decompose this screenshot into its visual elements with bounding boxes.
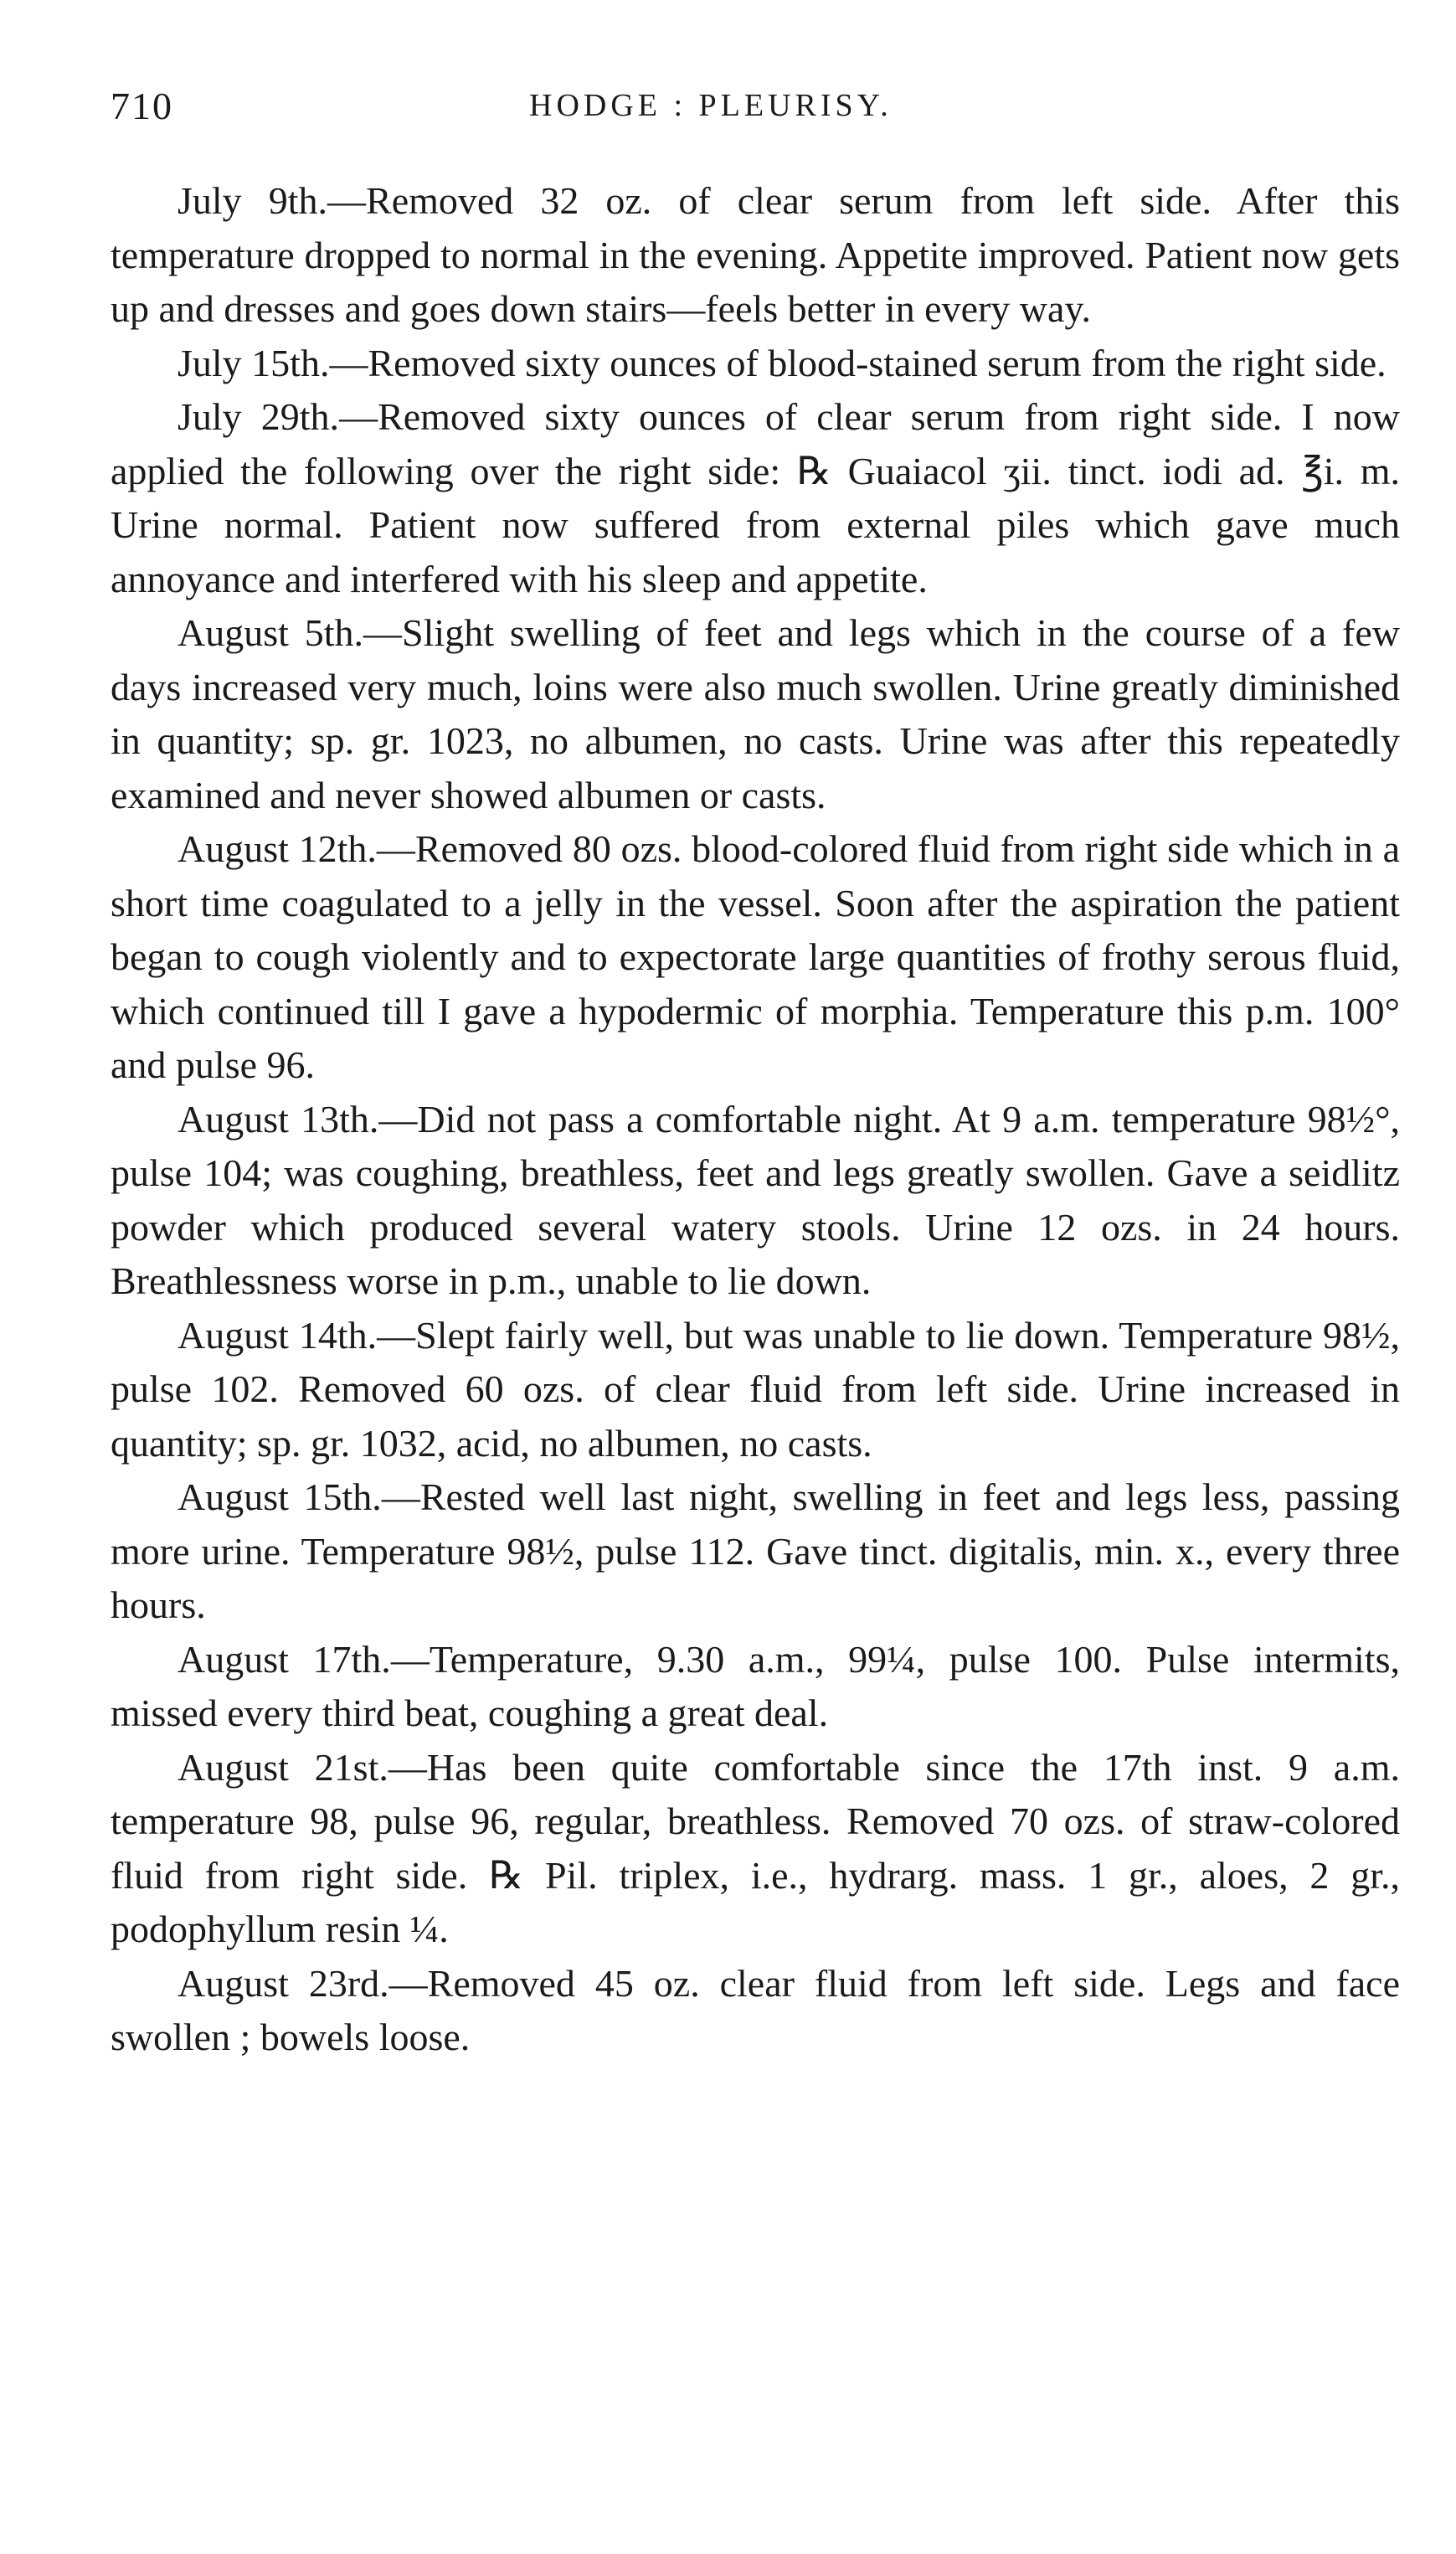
- entry-text: —Rested well last night, swelling in feet and legs less, passing more urine. Temperature 98½, pulse 112. Gave tinct. digitalis, min. x., every three hours.: [111, 1475, 1400, 1626]
- entry-date: July 29th.: [177, 395, 340, 438]
- entry-date: July 15th.: [177, 341, 330, 384]
- entry-august-12: [111, 822, 1400, 1093]
- entry-date: August 23rd.: [177, 1961, 389, 2005]
- entry-august-13: [111, 1093, 1400, 1309]
- entry-august-14: [111, 1309, 1400, 1471]
- entry-august-5: [111, 606, 1400, 822]
- entry-text: —Did not pass a comfortable night. At 9 a.m. temperature 98½°, pulse 104; was coughing, breathless, feet and legs greatly swollen. Gave a seidlitz powder which produced several watery stools. Urine 12 ozs. in 24 hours. Breathlessness worse in p.m., unable to lie down.: [111, 1097, 1400, 1302]
- entry-august-23: [111, 1957, 1400, 2065]
- entry-july-15: [111, 337, 1400, 391]
- entry-july-9: [111, 174, 1400, 337]
- entry-text: —Removed 80 ozs. blood-colored fluid from right side which in a short time coagulated to a jelly in the vessel. Soon after the aspiration the patient began to cough violently and to expectorate large quantities of frothy serous fluid, which continued till I gave a hypodermic of morphia. Temperature this p.m. 100° and pulse 96.: [111, 827, 1400, 1086]
- entry-date: August 15th.: [177, 1475, 382, 1518]
- entry-july-29: [111, 390, 1400, 606]
- entry-text: —Slept fairly well, but was unable to lie down. Temperature 98½, pulse 102. Removed 60 ozs. of clear fluid from left side. Urine increased in quantity; sp. gr. 1032, acid, no albumen, no casts.: [111, 1313, 1401, 1465]
- page-number: 710: [111, 85, 173, 127]
- entry-august-21: [111, 1741, 1400, 1957]
- entry-august-15: [111, 1470, 1400, 1633]
- entry-text: —Removed 32 oz. of clear serum from left side. After this temperature dropped to normal in the evening. Appetite improved. Patient now gets up and dresses and goes down stairs—feels better in every way.: [111, 179, 1401, 330]
- entry-date: July 9th.: [177, 179, 328, 222]
- entry-text: —Temperature, 9.30 a.m., 99¼, pulse 100. Pulse intermits, missed every third beat, coughing a great deal.: [111, 1637, 1400, 1734]
- entry-text: —Removed sixty ounces of clear serum from right side. I now applied the following over the right side: ℞ Guaiacol ʒii. tinct. iodi ad. ℥i. m. Urine normal. Patient now suffered from external piles which gave much annoyance and interfered with his sleep and appetite.: [111, 395, 1400, 600]
- entry-text: —Removed 45 oz. clear fluid from left side. Legs and face swollen ; bowels loose.: [111, 1961, 1400, 2058]
- entry-text: —Removed sixty ounces of blood-stained serum from the right side.: [329, 341, 1387, 384]
- running-title: HODGE : PLEURISY.: [529, 88, 893, 123]
- entry-text: —Has been quite comfortable since the 17th inst. 9 a.m. temperature 98, pulse 96, regular, breathless. Removed 70 ozs. of straw-colored fluid from right side. ℞ Pil. triplex, i.e., hydrarg. mass. 1 gr., aloes, 2 gr., podophyllum resin ¼.: [111, 1745, 1400, 1950]
- case-notes: [111, 174, 1400, 2065]
- entry-date: August 14th.: [177, 1313, 378, 1357]
- entry-august-17: [111, 1633, 1400, 1741]
- entry-date: August 5th.: [177, 611, 364, 654]
- entry-date: August 13th.: [177, 1097, 379, 1141]
- entry-text: —Slight swelling of feet and legs which in the course of a few days increased very much, loins were also much swollen. Urine greatly diminished in quantity; sp. gr. 1023, no albumen, no casts. Urine was after this repeatedly examined and never showed albumen or casts.: [111, 611, 1400, 816]
- running-head: [111, 84, 1400, 134]
- entry-date: August 21st.: [177, 1745, 388, 1789]
- entry-date: August 17th.: [177, 1637, 391, 1681]
- entry-date: August 12th.: [177, 827, 377, 870]
